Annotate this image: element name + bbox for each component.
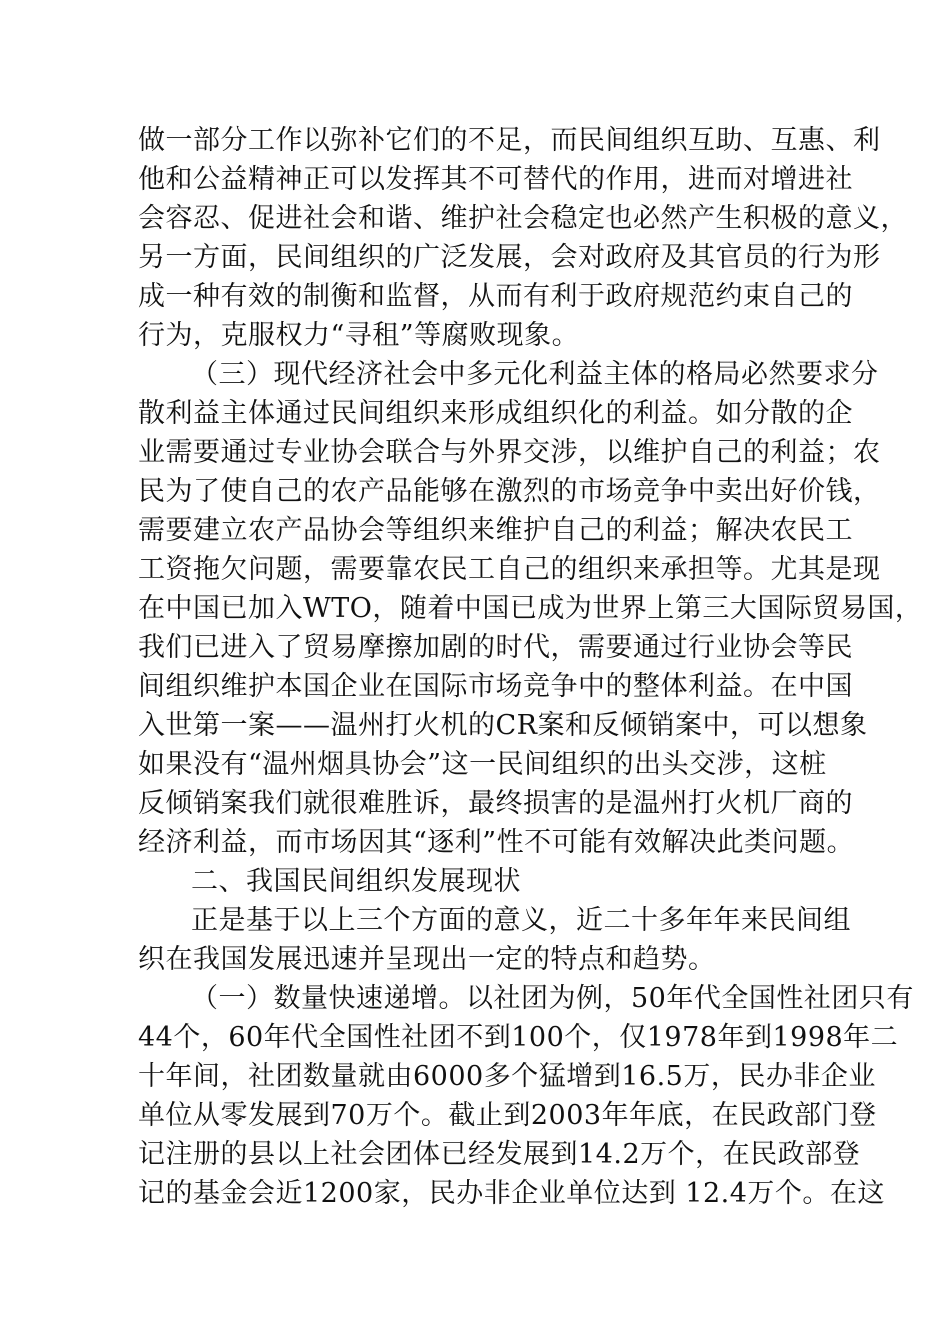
paragraph-first-line: （三）现代经济社会中多元化利益主体的格局必然要求分 xyxy=(191,359,879,390)
text-line: 在中国已加入WTO，随着中国已成为世界上第三大国际贸易国， xyxy=(138,593,923,624)
section-heading: 二、我国民间组织发展现状 xyxy=(191,866,521,897)
text-line: 做一部分工作以弥补它们的不足，而民间组织互助、互惠、利 xyxy=(138,125,881,156)
text-line: 散利益主体通过民间组织来形成组织化的利益。如分散的企 xyxy=(138,398,853,429)
text-line: 行为，克服权力“寻租”等腐败现象。 xyxy=(138,320,580,351)
text-line: 会容忍、促进社会和谐、维护社会稳定也必然产生积极的意义， xyxy=(138,203,908,234)
text-line: 工资拖欠问题，需要靠农民工自己的组织来承担等。尤其是现 xyxy=(138,554,881,585)
text-line: 反倾销案我们就很难胜诉，最终损害的是温州打火机厂商的 xyxy=(138,788,853,819)
text-line: 需要建立农产品协会等组织来维护自己的利益；解决农民工 xyxy=(138,515,853,546)
text-line: 他和公益精神正可以发挥其不可替代的作用，进而对增进社 xyxy=(138,164,853,195)
text-line: 民为了使自己的农产品能够在激烈的市场竞争中卖出好价钱， xyxy=(138,476,881,507)
paragraph-first-line: 正是基于以上三个方面的意义，近二十多年年来民间组 xyxy=(191,905,851,936)
text-line: 如果没有“温州烟具协会”这一民间组织的出头交涉，这桩 xyxy=(138,749,827,780)
text-line: 单位从零发展到70万个。截止到2003年年底，在民政部门登 xyxy=(138,1100,877,1131)
text-line: 间组织维护本国企业在国际市场竞争中的整体利益。在中国 xyxy=(138,671,853,702)
text-line: 记注册的县以上社会团体已经发展到14.2万个，在民政部登 xyxy=(138,1139,861,1170)
text-line: 44个，60年代全国性社团不到100个，仅1978年到1998年二 xyxy=(138,1022,899,1053)
text-line: 织在我国发展迅速并呈现出一定的特点和趋势。 xyxy=(138,944,716,975)
text-line: 另一方面，民间组织的广泛发展，会对政府及其官员的行为形 xyxy=(138,242,881,273)
text-line: 成一种有效的制衡和监督，从而有利于政府规范约束自己的 xyxy=(138,281,853,312)
text-line: 我们已进入了贸易摩擦加剧的时代，需要通过行业协会等民 xyxy=(138,632,853,663)
text-line: 入世第一案——温州打火机的CR案和反倾销案中，可以想象 xyxy=(138,710,868,741)
paragraph-first-line: （一）数量快速递增。以社团为例，50年代全国性社团只有 xyxy=(191,983,914,1014)
text-line: 记的基金会近1200家，民办非企业单位达到 12.4万个。在这 xyxy=(138,1178,885,1209)
text-line: 经济利益，而市场因其“逐利”性不可能有效解决此类问题。 xyxy=(138,827,855,858)
text-line: 十年间，社团数量就由6000多个猛增到16.5万，民办非企业 xyxy=(138,1061,876,1092)
text-line: 业需要通过专业协会联合与外界交涉，以维护自己的利益；农 xyxy=(138,437,881,468)
